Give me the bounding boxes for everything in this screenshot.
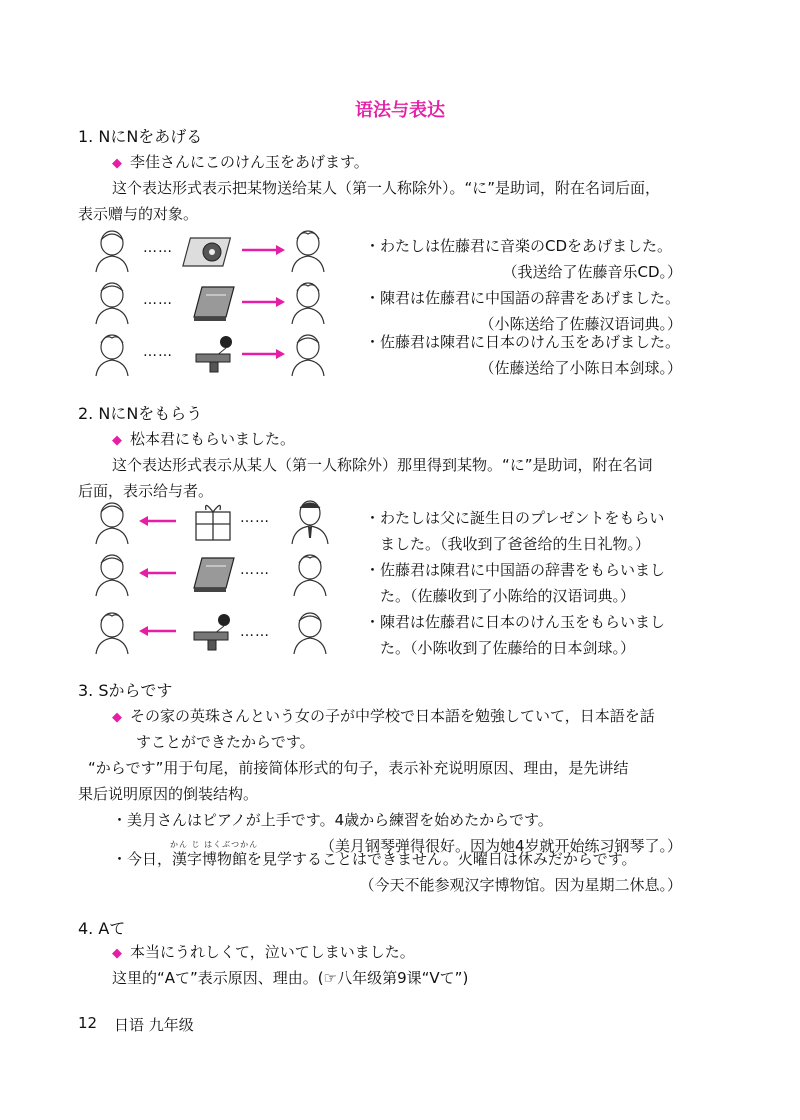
s1-item-1-cn: （我送给了佐藤音乐CD。）	[502, 263, 682, 281]
person-icon	[290, 552, 330, 596]
section-2-expl-line2: 后面，表示给与者。	[78, 482, 214, 500]
section-4-heading: 4. Aて	[78, 919, 126, 938]
person-icon	[288, 332, 328, 376]
diamond-icon: ◆	[112, 156, 122, 171]
s2-item-1-line2: ました。（我收到了爸爸给的生日礼物。）	[380, 535, 651, 553]
gift-icon	[192, 500, 234, 542]
cd-icon	[190, 232, 236, 270]
s1-item-3-jp: ・佐藤君は陳君に日本のけん玉をあげました。	[365, 333, 681, 351]
person-icon	[288, 228, 328, 272]
s3-example-a-cn: （美月钢琴弹得很好。因为她4岁就开始练习钢琴了。）	[319, 837, 682, 855]
arrow-right-icon	[240, 296, 286, 308]
father-icon	[290, 498, 330, 544]
example-text-line2: すことができたからです。	[136, 733, 315, 751]
s3-example-b: ・今日，漢字博物館を見学することはできません。火曜日は休みだからです。	[112, 850, 637, 868]
s3-example-a: ・美月さんはピアノが上手です。4歳から練習を始めたからです。	[112, 811, 553, 829]
s3-example-b-cn: （今天不能参观汉字博物馆。因为星期二休息。）	[359, 876, 682, 894]
dictionary-icon	[192, 283, 236, 323]
s2-item-2-line1: ・佐藤君は陳君に中国語の辞書をもらいまし	[365, 561, 666, 579]
arrow-left-icon	[138, 567, 178, 579]
person-icon	[92, 610, 132, 654]
ellipsis: ……	[143, 292, 173, 308]
person-icon	[288, 280, 328, 324]
example-text-line1: その家の英珠さんという女の子が中学校で日本語を勉強していて，日本語を話	[130, 707, 655, 725]
section-3-expl-line2: 果后说明原因的倒装结构。	[78, 785, 259, 803]
section-4-example	[112, 941, 415, 962]
person-icon	[290, 610, 330, 654]
page-title: 语法与表达	[355, 100, 445, 121]
example-text: 李佳さんにこのけん玉をあげます。	[130, 153, 369, 171]
dictionary-icon	[192, 554, 236, 594]
section-2-example	[112, 428, 295, 449]
s2-item-2-line2: た。（佐藤收到了小陈给的汉语词典。）	[380, 587, 636, 605]
s1-item-1-jp: ・わたしは佐藤君に音楽のCDをあげました。	[365, 237, 673, 255]
s2-item-3-line2: た。（小陈收到了佐藤给的日本剑球。）	[380, 639, 636, 657]
s2-item-1-line1: ・わたしは父に誕生日のプレゼントをもらい	[365, 509, 665, 527]
arrow-left-icon	[138, 625, 178, 637]
arrow-right-icon	[240, 348, 286, 360]
arrow-right-icon	[240, 244, 286, 256]
section-2-expl-line1: 这个表达形式表示从某人（第一人称除外）那里得到某物。“に”是助词，附在名词	[112, 456, 653, 474]
person-icon	[92, 500, 132, 544]
person-icon	[92, 552, 132, 596]
s2-item-3-line1: ・陳君は佐藤君に日本のけん玉をもらいまし	[365, 613, 666, 631]
kendama-icon	[190, 612, 236, 652]
ellipsis: ……	[240, 562, 270, 578]
section-3-example	[112, 705, 655, 726]
furigana: かん じ はくぶつかん	[170, 840, 259, 849]
page-number: 12	[78, 1014, 98, 1032]
section-4-expl: 这里的“Aて”表示原因、理由。(☞八年级第9课“Vて”)	[112, 969, 469, 987]
diamond-icon: ◆	[112, 946, 122, 961]
example-text: 本当にうれしくて，泣いてしまいました。	[130, 943, 415, 961]
book-title: 日语 九年级	[114, 1016, 194, 1034]
section-3-expl-line1: “からです”用于句尾，前接简体形式的句子，表示补充说明原因、理由，是先讲结	[88, 759, 629, 777]
section-1-expl-line2: 表示赠与的对象。	[78, 205, 199, 223]
kendama-icon	[192, 334, 238, 374]
section-3-heading: 3. Sからです	[78, 681, 173, 700]
ellipsis: ……	[143, 240, 173, 256]
diamond-icon: ◆	[112, 433, 122, 448]
person-icon	[92, 228, 132, 272]
section-1-example	[112, 151, 369, 172]
s1-item-3-cn: （佐藤送给了小陈日本剑球。）	[479, 359, 682, 377]
ellipsis: ……	[240, 510, 270, 526]
example-text: 松本君にもらいました。	[130, 430, 296, 448]
s1-item-2-cn: （小陈送给了佐藤汉语词典。）	[479, 315, 682, 333]
section-2-heading: 2. NにNをもらう	[78, 404, 203, 423]
s1-item-2-jp: ・陳君は佐藤君に中国語の辞書をあげました。	[365, 289, 681, 307]
diamond-icon: ◆	[112, 710, 122, 725]
person-icon	[92, 280, 132, 324]
section-1-heading: 1. NにNをあげる	[78, 127, 203, 146]
section-1-expl-line1: 这个表达形式表示把某物送给某人（第一人称除外）。“に”是助词，附在名词后面，	[112, 179, 661, 197]
ellipsis: ……	[143, 344, 173, 360]
ellipsis: ……	[240, 624, 270, 640]
person-icon	[92, 332, 132, 376]
arrow-left-icon	[138, 515, 178, 527]
